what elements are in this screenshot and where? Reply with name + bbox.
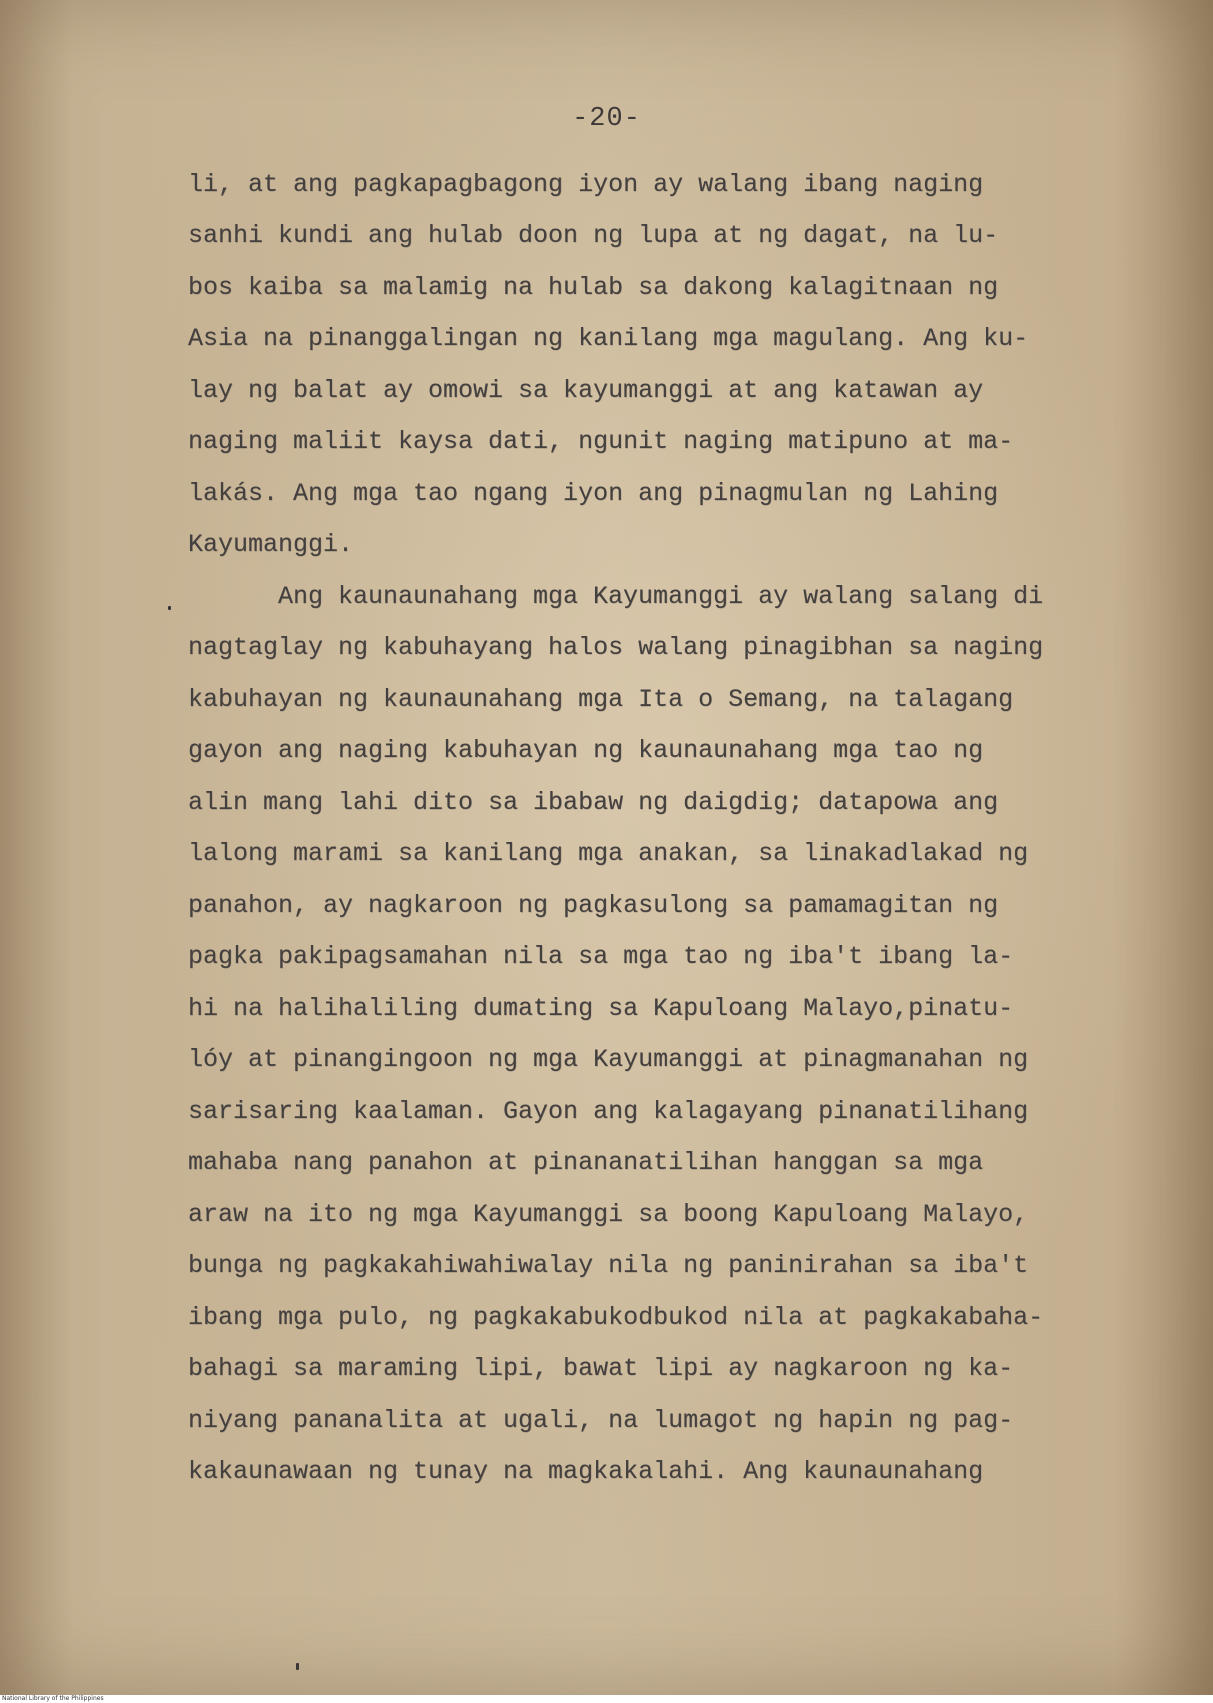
text-line: li, at ang pagkapagbagong iyon ay walang ibang naging — [188, 170, 984, 199]
text-line: ibang mga pulo, ng pagkakabukodbukod nila at pagkakabaha- — [188, 1303, 1044, 1332]
text-line: panahon, ay nagkaroon ng pagkasulong sa pamamagitan ng — [188, 891, 999, 920]
ink-speck — [168, 606, 171, 610]
text-line: Asia na pinanggalingan ng kanilang mga magulang. Ang ku- — [188, 324, 1029, 353]
text-line: pagka pakipagsamahan nila sa mga tao ng iba't ibang la- — [188, 942, 1014, 971]
text-line: nagtaglay ng kabuhayang halos walang pinagibhan sa naging — [188, 633, 1044, 662]
text-line: kakaunawaan ng tunay na magkakalahi. Ang kaunaunahang — [188, 1457, 984, 1486]
text-line: niyang pananalita at ugali, na lumagot ng hapin ng pag- — [188, 1406, 1014, 1435]
text-line: bahagi sa maraming lipi, bawat lipi ay nagkaroon ng ka- — [188, 1354, 1014, 1383]
text-line: Ang kaunaunahang mga Kayumanggi ay walang salang di — [278, 582, 1044, 611]
text-line: gayon ang naging kabuhayan ng kaunaunahang mga tao ng — [188, 736, 984, 765]
text-line: kabuhayan ng kaunaunahang mga Ita o Semang, na talagang — [188, 685, 1014, 714]
text-line: bos kaiba sa malamig na hulab sa dakong kalagitnaan ng — [188, 273, 999, 302]
text-line: araw na ito ng mga Kayumanggi sa boong Kapuloang Malayo, — [188, 1200, 1029, 1229]
library-credit: National Library of the Philippines — [2, 1695, 104, 1702]
text-line: hi na halihaliling dumating sa Kapuloang Malayo,pinatu- — [188, 994, 1014, 1023]
text-line: mahaba nang panahon at pinananatilihan hanggan sa mga — [188, 1148, 984, 1177]
text-line: bunga ng pagkakahiwahiwalay nila ng paninirahan sa iba't — [188, 1251, 1029, 1280]
text-line: Kayumanggi. — [188, 530, 354, 559]
page-number: -20- — [572, 104, 641, 134]
text-line: lóy at pinangingoon ng mga Kayumanggi at pinagmanahan ng — [188, 1045, 1029, 1074]
text-line: alin mang lahi dito sa ibabaw ng daigdig; datapowa ang — [188, 788, 999, 817]
text-line: naging maliit kaysa dati, ngunit naging matipuno at ma- — [188, 427, 1014, 456]
ink-speck — [296, 1663, 299, 1670]
text-line: lay ng balat ay omowi sa kayumanggi at ang katawan ay — [188, 376, 984, 405]
footer-strip — [0, 1695, 1213, 1703]
text-line: lakás. Ang mga tao ngang iyon ang pinagmulan ng Lahing — [188, 479, 999, 508]
text-line: sanhi kundi ang hulab doon ng lupa at ng dagat, na lu- — [188, 221, 999, 250]
text-line: sarisaring kaalaman. Gayon ang kalagayang pinanatilihang — [188, 1097, 1029, 1126]
text-line: lalong marami sa kanilang mga anakan, sa linakadlakad ng — [188, 839, 1029, 868]
